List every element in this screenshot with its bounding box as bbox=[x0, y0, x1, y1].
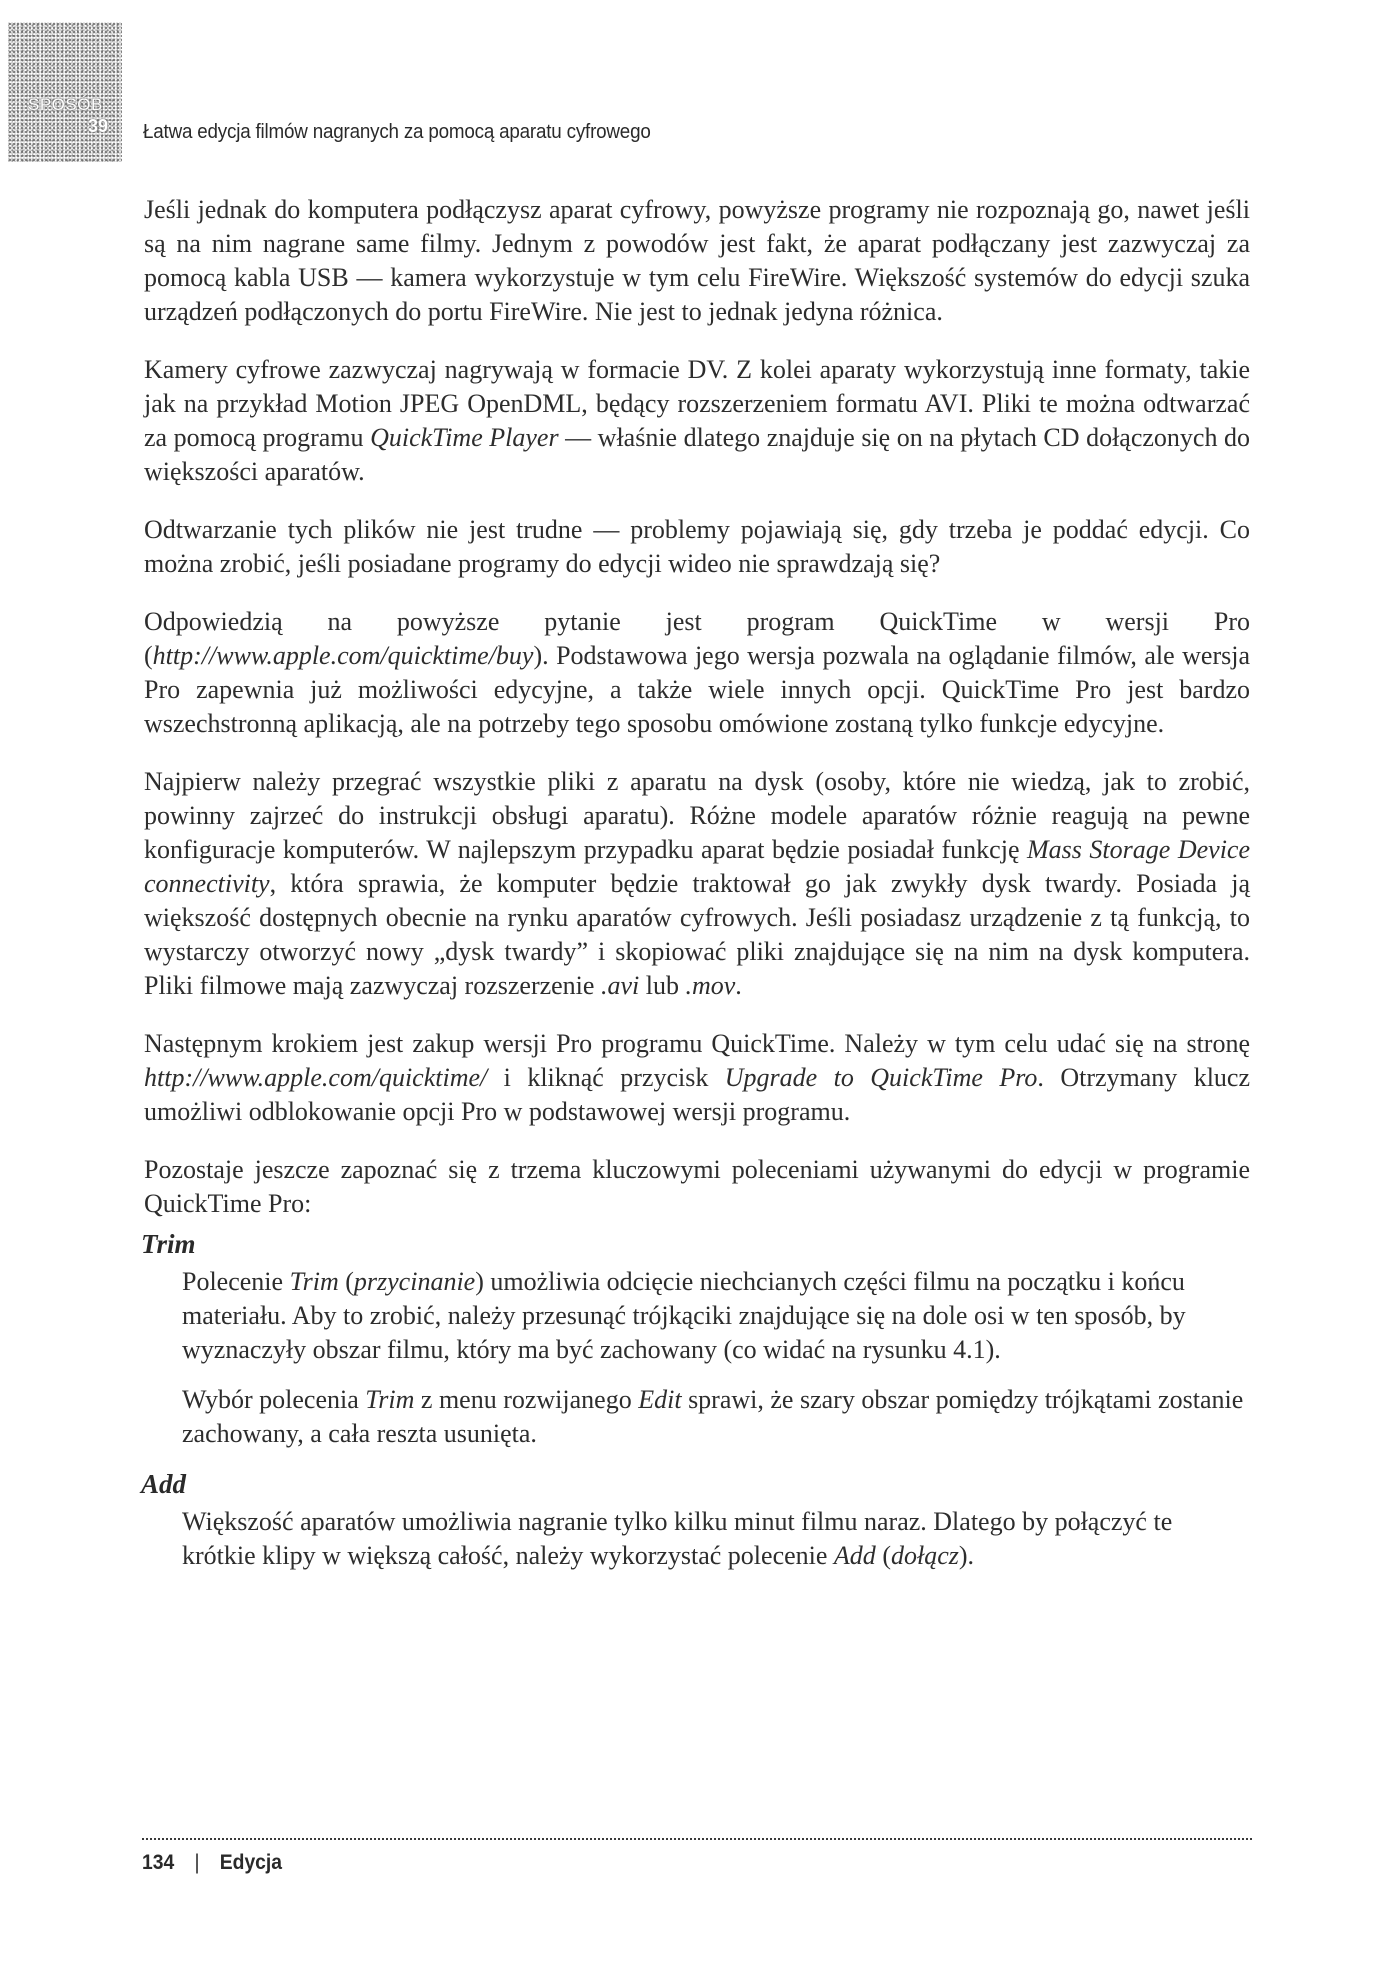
text-run: Wybór polecenia bbox=[182, 1385, 366, 1414]
badge-number: 39 bbox=[88, 116, 109, 136]
body-paragraph bbox=[144, 1153, 1250, 1221]
body-paragraphs bbox=[144, 193, 1250, 1221]
text-run: Odpowiedzią na powyższe pytanie jest program QuickTime w wersji Pro ( bbox=[144, 607, 1250, 670]
italic-run: .mov bbox=[685, 971, 736, 1000]
italic-run: QuickTime Player bbox=[370, 423, 559, 452]
text-run: ) umożliwia odcięcie niechcianych części filmu na początku i końcu materiału. Aby to zrobić, należy przesunąć trójkąciki znajdujące się na dole osi w ten sposób, by wyznaczyły obszar filmu, który ma być zachowany (co widać na rysunku 4.1). bbox=[182, 1267, 1186, 1364]
command-definition bbox=[182, 1505, 1250, 1573]
page-number: 134 bbox=[142, 1851, 175, 1874]
badge-label: SPOSÓB bbox=[28, 95, 103, 114]
text-run: Większość aparatów umożliwia nagranie tylko kilku minut filmu naraz. Dlatego by połączyć te krótkie klipy w większą całość, należy wykorzystać polecenie bbox=[182, 1507, 1173, 1570]
text-run: — właśnie dlatego znajduje się on na płytach CD dołączonych do większości aparatów. bbox=[144, 423, 1251, 486]
italic-run: .avi bbox=[600, 971, 640, 1000]
text-run: . bbox=[735, 971, 742, 1000]
italic-run: Mass Storage Device connectivity bbox=[144, 835, 1250, 898]
text-run: Polecenie bbox=[182, 1267, 290, 1296]
text-run: lub bbox=[639, 971, 686, 1000]
italic-run: dołącz bbox=[890, 1541, 959, 1570]
text-run: ). bbox=[958, 1541, 975, 1570]
text-run: Najpierw należy przegrać wszystkie pliki z aparatu na dysk (osoby, które nie wiedzą, jak to zrobić, powinny zajrzeć do instrukcji obsługi aparatu). Różne modele aparatów różnie reagują na pewne konfiguracje komputerów. W najlepszym przypadku aparat będzie posiadał funkcję bbox=[144, 767, 1250, 864]
italic-run: Trim bbox=[289, 1267, 339, 1296]
body-paragraph bbox=[144, 605, 1250, 741]
text-run: Jeśli jednak do komputera podłączysz aparat cyfrowy, powyższe programy nie rozpoznają go, nawet jeśli są na nim nagrane same filmy. Jednym z powodów jest fakt, że aparat podłączany jest zazwyczaj za pomocą kabla USB — kamera wykorzystuje w tym celu FireWire. Większość systemów do edycji szuka urządzeń podłączonych do portu FireWire. Nie jest to jednak jedyna różnica. bbox=[144, 195, 1250, 326]
italic-run: http://www.apple.com/quicktime/buy bbox=[152, 641, 534, 670]
running-head: Łatwa edycja filmów nagranych za pomocą aparatu cyfrowego bbox=[143, 121, 651, 143]
command-term: Add bbox=[141, 1469, 187, 1499]
footer-separator: | bbox=[194, 1851, 200, 1874]
text-run: . Otrzymany klucz umożliwi odblokowanie opcji Pro w podstawowej wersji programu. bbox=[144, 1063, 1250, 1126]
command-list bbox=[141, 1227, 1250, 1573]
text-run: ( bbox=[338, 1267, 354, 1296]
text-run: Pozostaje jeszcze zapoznać się z trzema kluczowymi poleceniami używanymi do edycji w programie QuickTime Pro: bbox=[144, 1155, 1250, 1218]
italic-run: Upgrade to QuickTime Pro bbox=[724, 1063, 1038, 1092]
text-run: z menu rozwijanego bbox=[414, 1385, 639, 1414]
definition-paragraph bbox=[182, 1505, 1250, 1573]
body-paragraph bbox=[144, 1027, 1250, 1129]
text-run: ( bbox=[875, 1541, 891, 1570]
page-footer bbox=[142, 1851, 282, 1875]
italic-run: przycinanie bbox=[353, 1267, 476, 1296]
body-paragraph bbox=[144, 353, 1250, 489]
footer-section: Edycja bbox=[219, 1851, 283, 1874]
section-badge bbox=[8, 22, 122, 162]
italic-run: Trim bbox=[365, 1385, 415, 1414]
text-run: Kamery cyfrowe zazwyczaj nagrywają w formacie DV. Z kolei aparaty wykorzystują inne formaty, takie jak na przykład Motion JPEG OpenDML, będący rozszerzeniem formatu AVI. Pliki te można odtwarzać za pomocą programu bbox=[144, 355, 1250, 452]
page-body bbox=[141, 193, 1251, 1589]
command-term: Trim bbox=[141, 1229, 196, 1259]
italic-run: Add bbox=[833, 1541, 876, 1570]
text-run: ). Podstawowa jego wersja pozwala na oglądanie filmów, ale wersja Pro zapewnia już możliwości edycyjne, a także wiele innych opcji. QuickTime Pro jest bardzo wszechstronną aplikacją, ale na potrzeby tego sposobu omówione zostaną tylko funkcje edycyjne. bbox=[144, 641, 1250, 738]
definition-paragraph bbox=[182, 1265, 1250, 1367]
body-paragraph bbox=[144, 765, 1250, 1003]
text-run: i kliknąć przycisk bbox=[487, 1063, 725, 1092]
definition-paragraph bbox=[182, 1383, 1250, 1451]
footer-rule bbox=[142, 1838, 1252, 1840]
text-run: , która sprawia, że komputer będzie traktował go jak zwykły dysk twardy. Posiada ją większość dostępnych obecnie na rynku aparatów cyfrowych. Jeśli posiadasz urządzenie z tą funkcją, to wystarczy otworzyć nowy „dysk twardy” i skopiować pliki znajdujące się na nim na dysk komputera. Pliki filmowe mają zazwyczaj rozszerzenie bbox=[144, 869, 1250, 1000]
body-paragraph bbox=[144, 193, 1250, 329]
command-definition bbox=[182, 1265, 1250, 1451]
body-paragraph bbox=[144, 513, 1250, 581]
text-run: Odtwarzanie tych plików nie jest trudne — problemy pojawiają się, gdy trzeba je poddać edycji. Co można zrobić, jeśli posiadane programy do edycji wideo nie sprawdzają się? bbox=[144, 515, 1250, 578]
italic-run: Edit bbox=[638, 1385, 682, 1414]
text-run: sprawi, że szary obszar pomiędzy trójkątami zostanie zachowany, a cała reszta usunięta. bbox=[182, 1385, 1244, 1448]
text-run: Następnym krokiem jest zakup wersji Pro programu QuickTime. Należy w tym celu udać się na stronę bbox=[144, 1029, 1250, 1058]
italic-run: http://www.apple.com/quicktime/ bbox=[144, 1063, 488, 1092]
